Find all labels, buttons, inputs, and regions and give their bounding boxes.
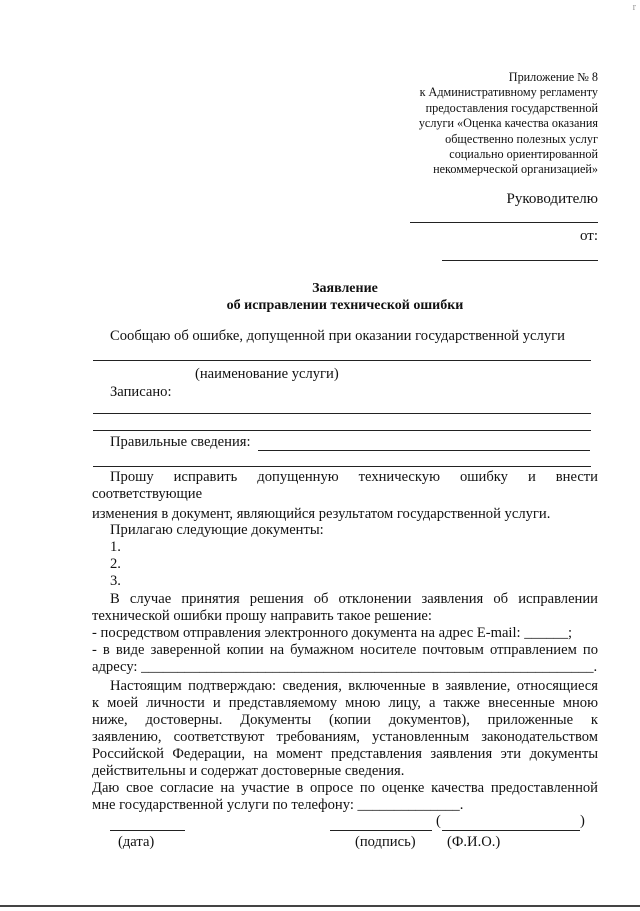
attachments-label: Прилагаю следующие документы: [110,522,324,538]
confirmation-paragraph: Настоящим подтверждаю: сведения, включенные в заявление, относящиеся [110,678,598,694]
date-caption: (дата) [118,834,155,850]
recorded-line-1 [93,413,591,414]
addressee-label: Руководителю [506,191,598,207]
document-title: Заявление [312,281,378,296]
report-statement: Сообщаю об ошибке, допущенной при оказании государственной услуги [110,328,565,344]
recorded-line-2 [93,430,591,431]
request-line: Прошу исправить допущенную техническую ошибку и внести [110,469,598,485]
refusal-paragraph: технической ошибки прошу направить такое решение: [92,608,432,624]
signature-caption: (подпись) [355,834,416,850]
date-line [110,830,185,831]
consent-paragraph: Даю свое согласие на участие в опросе по оценке качества предоставленной [92,780,598,796]
name-paren-open: ( [436,813,441,829]
confirmation-paragraph: действительны и содержат достоверные сведения. [92,763,405,779]
name-line [442,830,580,831]
service-name-line [93,360,591,361]
appendix-line: Приложение № 8 [508,70,598,84]
paper-option: - в виде заверенной копии на бумажном носителе почтовым отправлением по [92,642,598,658]
appendix-line: некоммерческой организацией» [433,162,598,177]
signature-line [330,830,432,831]
document-subtitle: об исправлении технической ошибки [226,298,464,313]
confirmation-paragraph: ниже, достоверны. Документы (копии документов), приложенные к [92,712,598,728]
from-label: от: [579,228,598,244]
consent-paragraph: мне государственной услуги по телефону: ______________. [92,797,464,813]
request-line: соответствующие [92,486,203,502]
recorded-label: Записано: [110,384,172,400]
scan-bottom-edge [0,905,640,907]
paper-option-address: адресу: ______________________________________________________________. [92,659,598,675]
correct-info-label: Правильные сведения: [110,434,251,450]
request-line: изменения в документ, являющийся результатом государственной услуги. [92,506,551,522]
correct-info-line [258,450,590,451]
name-paren-close: ) [580,813,585,829]
service-name-caption: (наименование услуги) [195,366,339,382]
confirmation-paragraph: к моей личности и представляемому мною лицу, а также внесенные мною [92,695,598,711]
appendix-line: общественно полезных услуг [445,131,598,146]
scan-corner-mark: r [632,2,636,13]
appendix-line: предоставления государственной [425,100,598,115]
addressee-line [410,222,598,223]
appendix-line: услуги «Оценка качества оказания [418,116,598,131]
appendix-header [338,70,598,178]
email-option: - посредством отправления электронного документа на адрес E-mail: ______; [92,625,573,641]
confirmation-paragraph: Российской Федерации, на момент представления заявления эти документы [92,746,598,762]
confirmation-paragraph: заявлению, соответствуют требованиям, установленным законодательством [92,729,598,745]
correct-info-line-2 [93,466,591,467]
attachment-item: 2. [110,556,121,572]
refusal-paragraph: В случае принятия решения об отклонении заявления об исправлении [110,591,598,607]
name-caption: (Ф.И.О.) [447,834,501,850]
appendix-line: к Административному регламенту [419,85,598,100]
attachment-item: 3. [110,573,121,589]
from-line [442,260,598,261]
attachment-item: 1. [110,539,121,555]
appendix-line: социально ориентированной [449,147,598,162]
